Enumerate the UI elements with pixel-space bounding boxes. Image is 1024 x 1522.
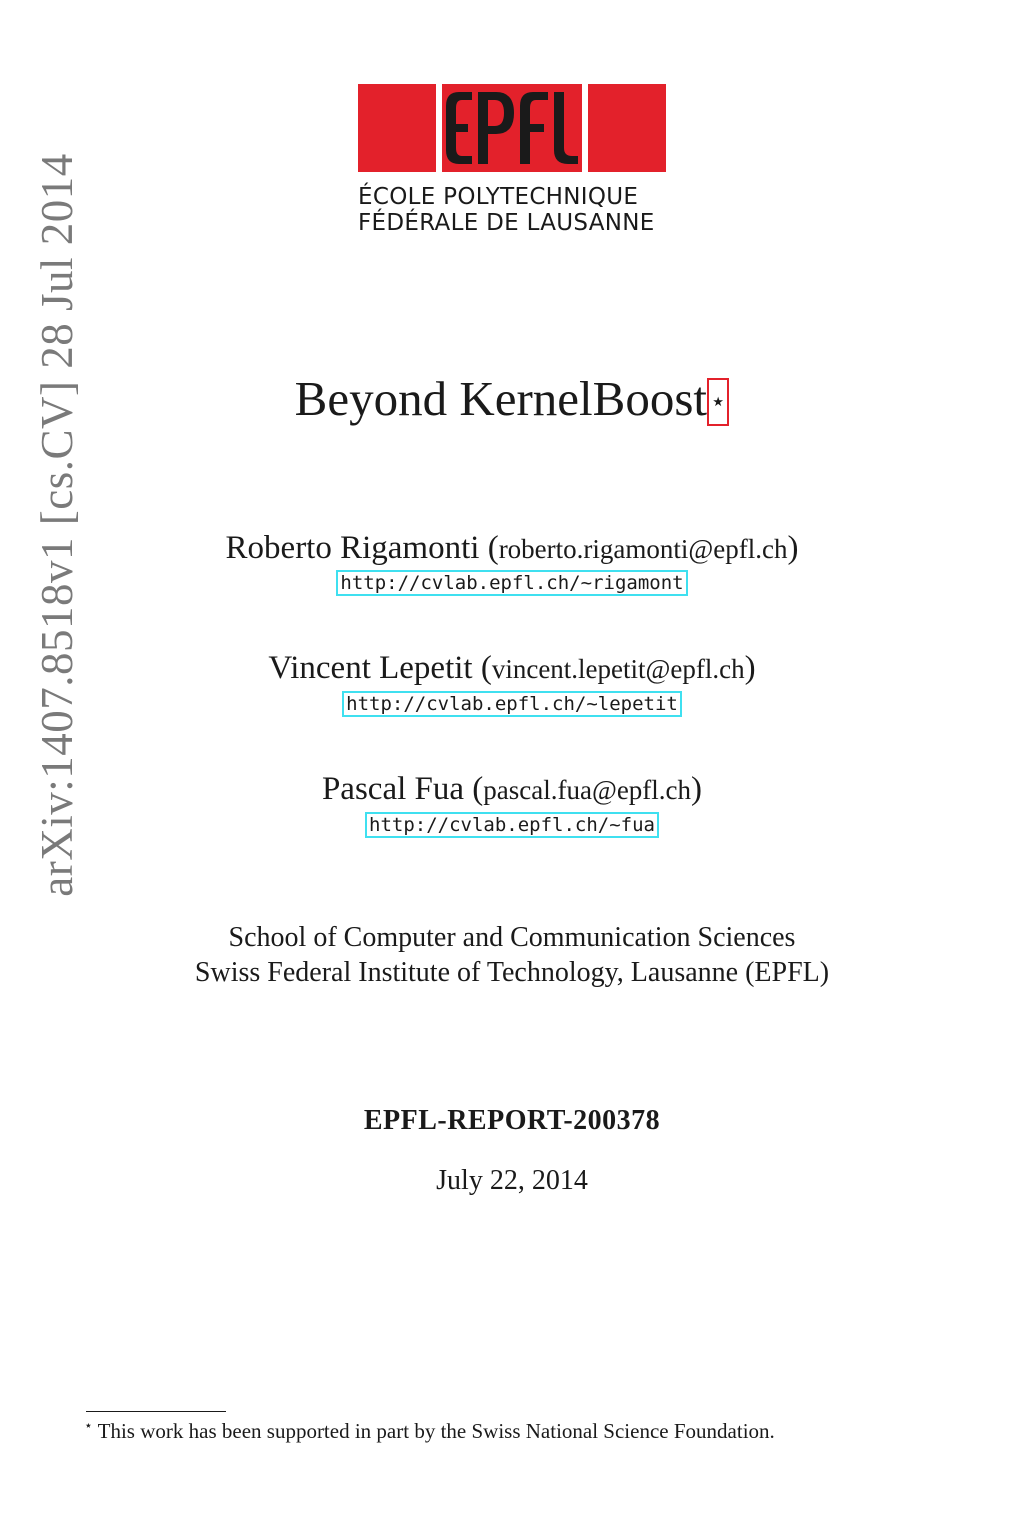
footnote-text: This work has been supported in part by the Swiss National Science Foundation. — [97, 1419, 775, 1443]
author-1-name: Roberto Rigamonti — [225, 530, 480, 566]
author-1-url-row — [0, 570, 1024, 596]
author-2 — [0, 650, 1024, 687]
author-1-email-paren: (roberto.rigamonti@epfl.ch) — [487, 530, 799, 566]
arxiv-stamp: arXiv:1407.8518v1 [cs.CV] 28 Jul 2014 — [32, 153, 82, 897]
paper-title — [0, 370, 1024, 427]
author-3-email: pascal.fua@epfl.ch — [483, 775, 692, 805]
epfl-logo — [358, 84, 666, 172]
author-3-name: Pascal Fua — [321, 771, 465, 807]
author-3-url-link[interactable]: http://cvlab.epfl.ch/~fua — [365, 812, 659, 838]
author-2-email: vincent.lepetit@epfl.ch — [491, 654, 745, 684]
author-2-name: Vincent Lepetit — [268, 650, 473, 686]
report-id: EPFL-REPORT-200378 — [363, 1105, 661, 1136]
logo-text-line2: FÉDÉRALE DE LAUSANNE — [358, 210, 655, 236]
author-2-email-paren: (vincent.lepetit@epfl.ch) — [480, 650, 756, 686]
author-1-email: roberto.rigamonti@epfl.ch — [498, 534, 788, 564]
author-3 — [0, 771, 1024, 808]
author-3-email-paren: (pascal.fua@epfl.ch) — [472, 771, 703, 807]
affiliation-line2: Swiss Federal Institute of Technology, Lausanne (EPFL) — [194, 957, 830, 988]
title-footnote-link[interactable]: ⋆ — [707, 378, 729, 426]
footnote — [84, 1418, 775, 1444]
author-1-url-link[interactable]: http://cvlab.epfl.ch/~rigamont — [336, 570, 687, 596]
affiliation-line1: School of Computer and Communication Sciences — [228, 922, 796, 953]
report-date: July 22, 2014 — [436, 1165, 588, 1196]
author-2-url-row — [0, 691, 1024, 717]
paper-title-text: Beyond KernelBoost — [294, 371, 708, 426]
author-3-url-row — [0, 812, 1024, 838]
logo-text-line1: ÉCOLE POLYTECHNIQUE — [358, 184, 639, 210]
footnote-rule — [86, 1411, 226, 1412]
footnote-mark: ⋆ — [84, 1419, 93, 1434]
author-2-url-link[interactable]: http://cvlab.epfl.ch/~lepetit — [342, 691, 682, 717]
epfl-logo-mark — [358, 84, 666, 172]
author-1 — [0, 530, 1024, 567]
